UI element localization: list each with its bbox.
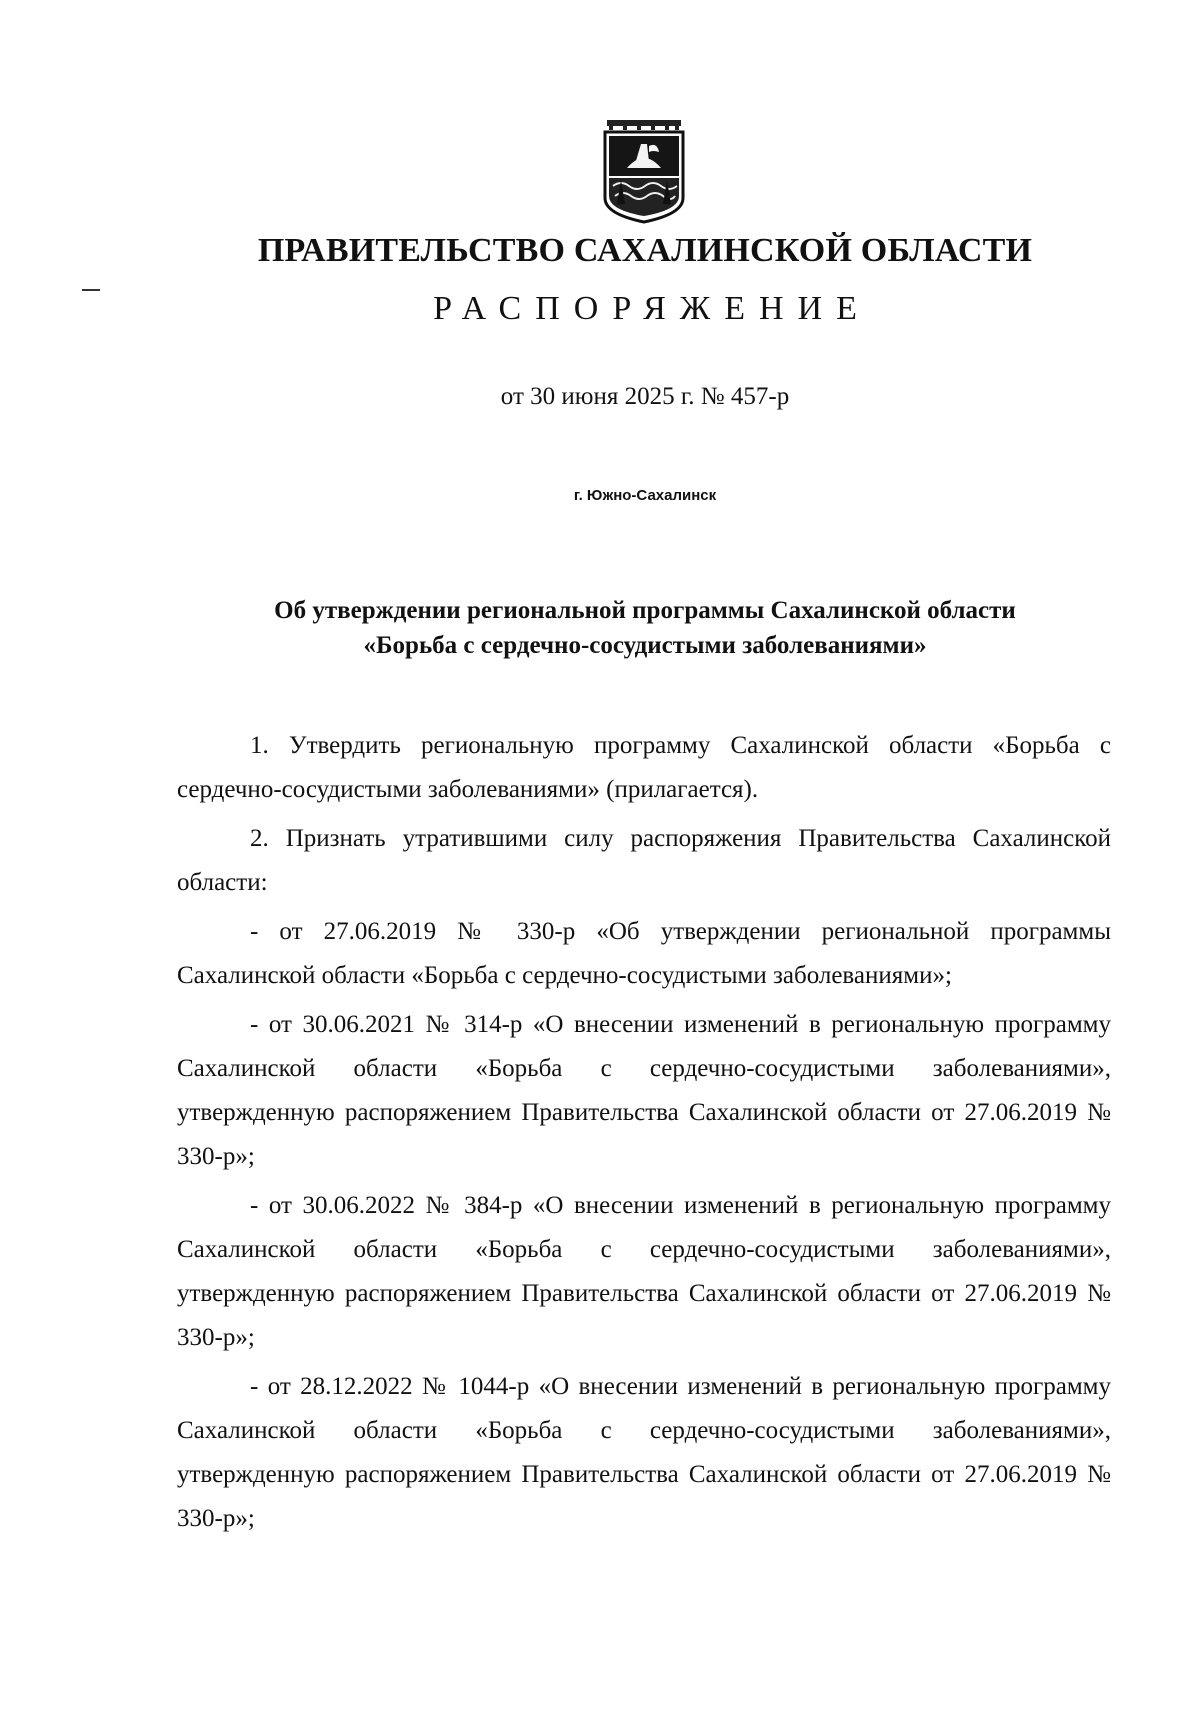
subject-line-1: Об утверждении региональной программы Сахалинской области xyxy=(274,597,1016,624)
document-type: РАСПОРЯЖЕНИЕ xyxy=(433,290,871,327)
scan-artifact xyxy=(82,289,100,291)
body-paragraph: 1. Утвердить региональную программу Сахалинской области «Борьба с сердечно-сосудистыми заболеваниями» (прилагается). xyxy=(177,732,1111,803)
body-paragraph: - от 30.06.2021 № 314-р «О внесении изменений в региональную программу Сахалинской области «Борьба с сердечно-сосудистыми заболеваниями», утвержденную распоряжением Правительства Сахалинской области от 27.06.2019 № 330-р»; xyxy=(177,1011,1111,1170)
document-body xyxy=(177,724,1111,1546)
document-date-number: от 30 июня 2025 г. № 457-р xyxy=(500,383,790,410)
body-paragraph: - от 27.06.2019 № 330-р «Об утверждении региональной программы Сахалинской области «Борьба с сердечно-сосудистыми заболеваниями»; xyxy=(177,918,1111,989)
subject-line-2: «Борьба с сердечно-сосудистыми заболеваниями» xyxy=(363,632,927,659)
document-subject xyxy=(0,593,1200,663)
sakhalin-coat-of-arms-icon xyxy=(597,118,691,224)
body-paragraph: - от 30.06.2022 № 384-р «О внесении изменений в региональную программу Сахалинской области «Борьба с сердечно-сосудистыми заболеваниями», утвержденную распоряжением Правительства Сахалинской области от 27.06.2019 № 330-р»; xyxy=(177,1192,1111,1351)
body-paragraph: - от 28.12.2022 № 1044-р «О внесении изменений в региональную программу Сахалинской области «Борьба с сердечно-сосудистыми заболеваниями», утвержденную распоряжением Правительства Сахалинской области от 27.06.2019 № 330-р»; xyxy=(177,1373,1111,1532)
document-city: г. Южно-Сахалинск xyxy=(573,487,717,504)
body-paragraph: 2. Признать утратившими силу распоряжения Правительства Сахалинской области: xyxy=(177,825,1111,896)
government-title: ПРАВИТЕЛЬСТВО САХАЛИНСКОЙ ОБЛАСТИ xyxy=(257,232,1033,269)
